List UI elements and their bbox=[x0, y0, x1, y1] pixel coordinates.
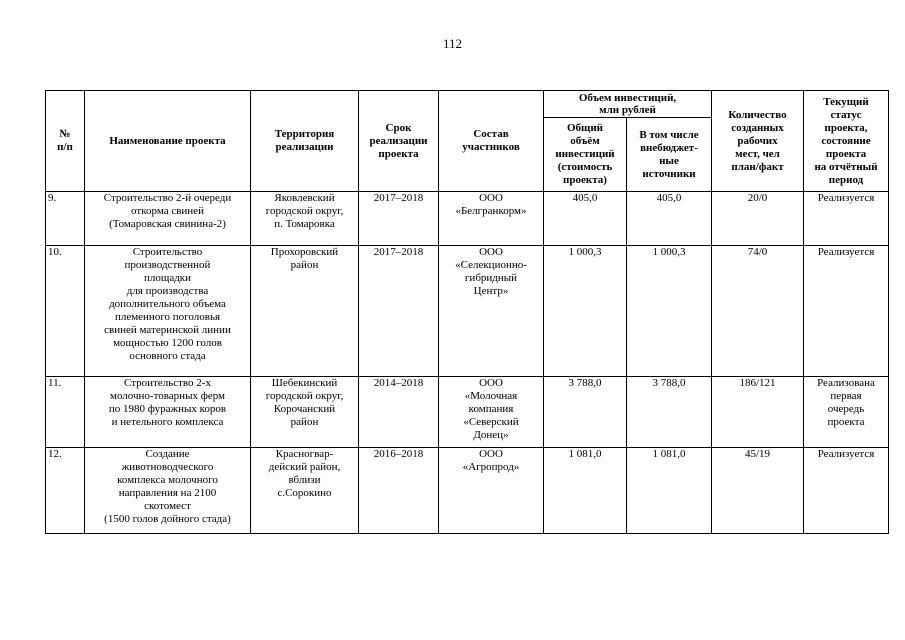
row-territory: Яковлевский городской округ, п. Томаровка bbox=[251, 192, 359, 246]
header-jobs: Количество созданных рабочих мест, чел план/факт bbox=[712, 91, 804, 192]
projects-table bbox=[45, 90, 889, 534]
row-territory: Прохоровский район bbox=[251, 246, 359, 377]
table-row bbox=[46, 192, 889, 246]
row-jobs: 74/0 bbox=[712, 246, 804, 377]
row-num: 10. bbox=[46, 246, 85, 377]
row-project-name: Строительство 2-й очереди откорма свиней (Томаровская свинина-2) bbox=[85, 192, 251, 246]
header-participants: Состав участников bbox=[439, 91, 544, 192]
row-project-name: Строительство производственной площадки для производства дополнительного объема племенного поголовья свиней материнской линии мощностью 1200 голов основного стада bbox=[85, 246, 251, 377]
row-num: 12. bbox=[46, 448, 85, 534]
row-extrabudget: 1 081,0 bbox=[627, 448, 712, 534]
row-term: 2017–2018 bbox=[359, 246, 439, 377]
header-term: Срок реализации проекта bbox=[359, 91, 439, 192]
row-extrabudget: 1 000,3 bbox=[627, 246, 712, 377]
row-extrabudget: 405,0 bbox=[627, 192, 712, 246]
row-num: 11. bbox=[46, 377, 85, 448]
row-jobs: 186/121 bbox=[712, 377, 804, 448]
row-term: 2014–2018 bbox=[359, 377, 439, 448]
row-territory: Красногвар- дейский район, вблизи с.Сорокино bbox=[251, 448, 359, 534]
row-jobs: 45/19 bbox=[712, 448, 804, 534]
row-total-investment: 405,0 bbox=[544, 192, 627, 246]
header-total-investment: Общий объём инвестиций (стоимость проекта) bbox=[544, 118, 627, 192]
row-status: Реализуется bbox=[804, 448, 889, 534]
row-participants: ООО «Белгранкорм» bbox=[439, 192, 544, 246]
row-project-name: Создание животноводческого комплекса молочного направления на 2100 скотомест (1500 голов дойного стада) bbox=[85, 448, 251, 534]
header-status: Текущий статус проекта, состояние проекта на отчётный период bbox=[804, 91, 889, 192]
table-row bbox=[46, 448, 889, 534]
row-term: 2016–2018 bbox=[359, 448, 439, 534]
header-investments: Объем инвестиций, млн рублей bbox=[544, 91, 712, 118]
row-participants: ООО «Селекционно- гибридный Центр» bbox=[439, 246, 544, 377]
header-project-name: Наименование проекта bbox=[85, 91, 251, 192]
row-status: Реализована первая очередь проекта bbox=[804, 377, 889, 448]
row-num: 9. bbox=[46, 192, 85, 246]
header-territory: Территория реализации bbox=[251, 91, 359, 192]
row-extrabudget: 3 788,0 bbox=[627, 377, 712, 448]
row-total-investment: 1 000,3 bbox=[544, 246, 627, 377]
row-status: Реализуется bbox=[804, 246, 889, 377]
table-header-row bbox=[46, 91, 889, 118]
row-participants: ООО «Молочная компания «Северский Донец» bbox=[439, 377, 544, 448]
row-jobs: 20/0 bbox=[712, 192, 804, 246]
header-num: № п/п bbox=[46, 91, 85, 192]
row-project-name: Строительство 2-х молочно-товарных ферм по 1980 фуражных коров и нетельного комплекса bbox=[85, 377, 251, 448]
row-total-investment: 1 081,0 bbox=[544, 448, 627, 534]
page-number: 112 bbox=[442, 36, 463, 51]
row-total-investment: 3 788,0 bbox=[544, 377, 627, 448]
row-participants: ООО «Агропрод» bbox=[439, 448, 544, 534]
row-term: 2017–2018 bbox=[359, 192, 439, 246]
row-territory: Шебекинский городской округ, Корочанский район bbox=[251, 377, 359, 448]
table-row bbox=[46, 246, 889, 377]
header-extrabudget: В том числе внебюджет- ные источники bbox=[627, 118, 712, 192]
table-row bbox=[46, 377, 889, 448]
row-status: Реализуется bbox=[804, 192, 889, 246]
